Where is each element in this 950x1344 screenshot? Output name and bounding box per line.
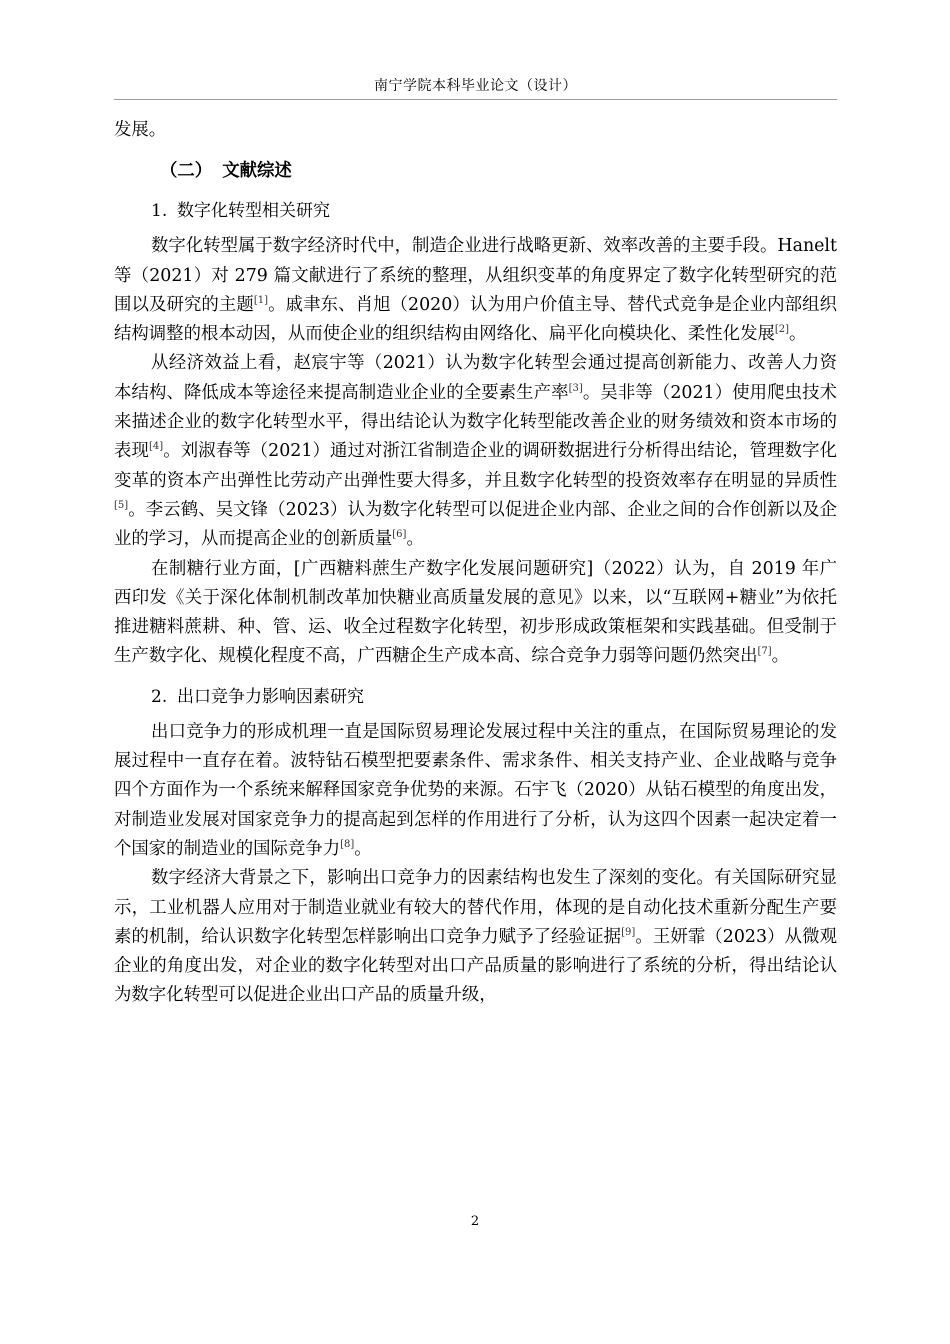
paragraph-text: 发展。 [114, 120, 167, 140]
subsection-heading-export-competitiveness [114, 682, 837, 712]
page-body [114, 116, 837, 1011]
citation-ref-1[interactable]: [1] [253, 294, 269, 306]
citation-ref-4[interactable]: [4] [148, 441, 164, 453]
paragraph-2 [114, 349, 837, 554]
paragraph-text: 。 [354, 838, 372, 859]
subsection-heading-digital-transformation [114, 196, 837, 226]
paragraph-text: 。刘淑春等（2021）通过对浙江省制造企业的调研数据进行分析得出结论，管理数字化变革的资本产出弹性比劳动产出弹性要大得多，并且数字化转型的投资效率存在明显的异质性 [114, 441, 837, 491]
header-rule [114, 99, 837, 100]
subsection-title: 数字化转型相关研究 [177, 201, 330, 222]
citation-ref-2[interactable]: [2] [774, 324, 790, 336]
subsection-title: 出口竞争力影响因素研究 [177, 686, 364, 707]
paragraph-text: 。 [406, 529, 424, 550]
section-number: （二） [160, 161, 213, 182]
citation-ref-7[interactable]: [7] [757, 646, 772, 658]
paragraph-text: 数字化转型属于数字经济时代中，制造企业进行战略更新、效率改善的主要手段。Hanelt 等（2021）对 279 篇文献进行了系统的整理，从组织变革的角度界定了数字化转型研究的范围以及研究的主题 [114, 236, 837, 315]
citation-ref-3[interactable]: [3] [568, 382, 583, 394]
subsection-number: 1. [151, 201, 168, 222]
citation-ref-9[interactable]: [9] [621, 926, 636, 938]
paragraph-1 [114, 232, 837, 349]
paragraph-text: 。 [771, 646, 790, 667]
paragraph-text: 。戚聿东、肖旭（2020）认为用户价值主导、替代式竞争是企业内部组织结构调整的根本动因，从而使企业的组织结构由网络化、扁平化向模块化、柔性化发展 [114, 294, 837, 345]
citation-ref-6[interactable]: [6] [392, 529, 407, 541]
paragraph-5 [114, 864, 837, 1010]
section-heading-literature-review [114, 156, 837, 186]
paragraph-text: 在制糖行业方面，[广西糖料蔗生产数字化发展问题研究]（2022）认为，自 2019 年广西印发《关于深化体制机制改革加快糖业高质量发展的意见》以来，以“互联网+糖业”为依托推进糖料蔗耕、种、管、运、收全过程数字化转型，初步形成政策框架和实践基础。但受制于生产数字化、规模化程度不高，广西糖企生产成本高、综合竞争力弱等问题仍然突出 [114, 558, 837, 667]
running-header: 南宁学院本科毕业论文（设计） [374, 78, 577, 94]
citation-ref-8[interactable]: [8] [340, 838, 355, 850]
subsection-number: 2. [151, 686, 168, 707]
page-number: 2 [470, 1214, 480, 1229]
paragraph-continuation [114, 116, 837, 145]
paragraph-3 [114, 555, 837, 672]
paragraph-text: 。 [789, 324, 807, 345]
paragraph-4 [114, 718, 837, 864]
paragraph-text: 出口竞争力的形成机理一直是国际贸易理论发展过程中关注的重点，在国际贸易理论的发展过程中一直存在着。波特钻石模型把要素条件、需求条件、相关支持产业、企业战略与竞争四个方面作为一个系统来解释国家竞争优势的来源。石宇飞（2020）从钻石模型的角度出发，对制造业发展对国家竞争力的提高起到怎样的作用进行了分析，认为这四个因素一起决定着一个国家的制造业的国际竞争力 [114, 721, 837, 859]
paragraph-text: 。李云鹤、吴文锋（2023）认为数字化转型可以促进企业内部、企业之间的合作创新以及企业的学习，从而提高企业的创新质量 [114, 499, 837, 550]
paragraph-text: 。吴非等（2021）使用爬虫技术来描述企业的数字化转型水平，得出结论认为数字化转型能改善企业的财务绩效和资本市场的表现 [114, 382, 837, 462]
citation-ref-5[interactable]: [5] [114, 499, 129, 511]
paragraph-text: 。王妍霏（2023）从微观企业的角度出发，对企业的数字化转型对出口产品质量的影响进行了系统的分析，得出结论认为数字化转型可以促进企业出口产品的质量升级， [114, 926, 837, 1006]
paragraph-text: 数字经济大背景之下，影响出口竞争力的因素结构也发生了深刻的变化。有关国际研究显示，工业机器人应用对于制造业就业有较大的替代作用，体现的是自动化技术重新分配生产要素的机制，给认识数字化转型怎样影响出口竞争力赋予了经验证据 [114, 868, 837, 947]
section-title: 文献综述 [222, 161, 292, 182]
paragraph-text: 从经济效益上看，赵宸宇等（2021）认为数字化转型会通过提高创新能力、改善人力资本结构、降低成本等途径来提高制造业企业的全要素生产率 [114, 353, 837, 403]
